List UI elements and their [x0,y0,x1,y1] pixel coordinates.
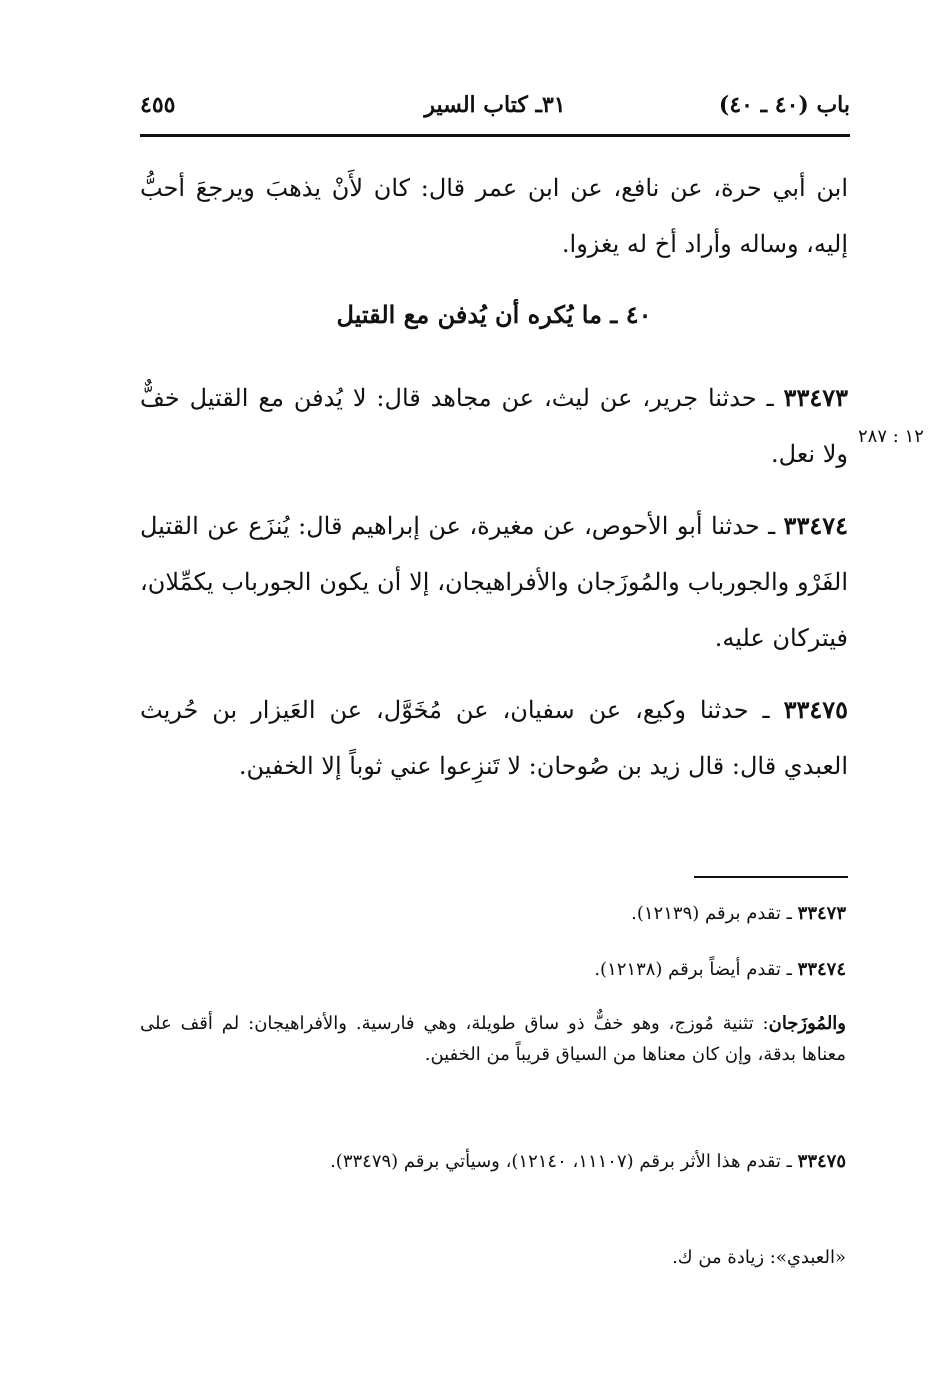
page-number: ٤٥٥ [140,92,176,118]
hadith-number: ٣٣٤٧٥ [783,695,849,724]
footnote-text: ـ تقدم هذا الأثر برقم (١١١٠٧، ١٢١٤٠)، وسيأتي برقم (٣٣٤٧٩). [330,1151,798,1172]
footnote [140,954,846,985]
footnote-term: والمُوزَجان [768,1013,846,1034]
hadith-paragraph [140,370,848,482]
footnote [140,1242,846,1273]
intro-paragraph [140,160,848,272]
hadith-number: ٣٣٤٧٣ [783,383,848,412]
footnote [140,1146,846,1177]
footnote-number: ٣٣٤٧٥ [797,1151,846,1172]
hadith-paragraph [140,498,848,666]
chapter-reference: باب (٤٠ ـ ٤٠) [718,92,850,118]
footnote-number: ٣٣٤٧٤ [797,959,846,980]
footnote [140,898,846,929]
footnote-text: ـ تقدم أيضاً برقم (١٢١٣٨). [594,959,798,980]
footnote-text: ـ تقدم برقم (١٢١٣٩). [631,903,798,924]
footnote-text: : تثنية مُوزج، وهو خفٌّ ذو ساق طويلة، وهي فارسية. والأفراهيجان: لم أقف على معناها بدقة، وإن كان معناها من السياق قريباً من الخفين. [140,1013,846,1065]
hadith-text: ـ حدثنا جرير، عن ليث، عن مجاهد قال: لا يُدفن مع القتيل خفٌّ ولا نعل. [140,384,848,468]
footnote-divider [694,876,848,878]
chapter-heading: ٤٠ ـ ما يُكره أن يُدفن مع القتيل [336,300,652,329]
hadith-text: ـ حدثنا وكيع، عن سفيان، عن مُخَوَّل، عن العَيزار بن حُريث العبدي قال: قال زيد بن صُوحان: لا تَنزِعوا عني ثوباً إلا الخفين. [140,696,848,780]
hadith-number: ٣٣٤٧٤ [783,511,848,540]
page-header [140,86,850,132]
intro-text: ابن أبي حرة، عن نافع، عن ابن عمر قال: كان لأَنْ يذهبَ ويرجعَ أحبُّ إليه، وساله وأراد أخ له يغزوا. [140,174,849,258]
header-divider [140,134,850,137]
footnote [140,1008,846,1070]
book-title: ٣١ـ كتاب السير [424,92,566,118]
footnote-text: «العبدي»: زيادة من ك. [672,1247,846,1268]
footnote-number: ٣٣٤٧٣ [797,903,846,924]
hadith-text: ـ حدثنا أبو الأحوص، عن مغيرة، عن إبراهيم قال: يُنزَع عن القتيل الفَرْو والجورباب والمُوزَجان والأفراهيجان، إلا أن يكون الجورباب يكمِّلان، فيتركان عليه. [140,512,848,652]
hadith-paragraph [140,682,848,794]
margin-reference: ١٢ : ٢٨٧ [858,426,924,447]
